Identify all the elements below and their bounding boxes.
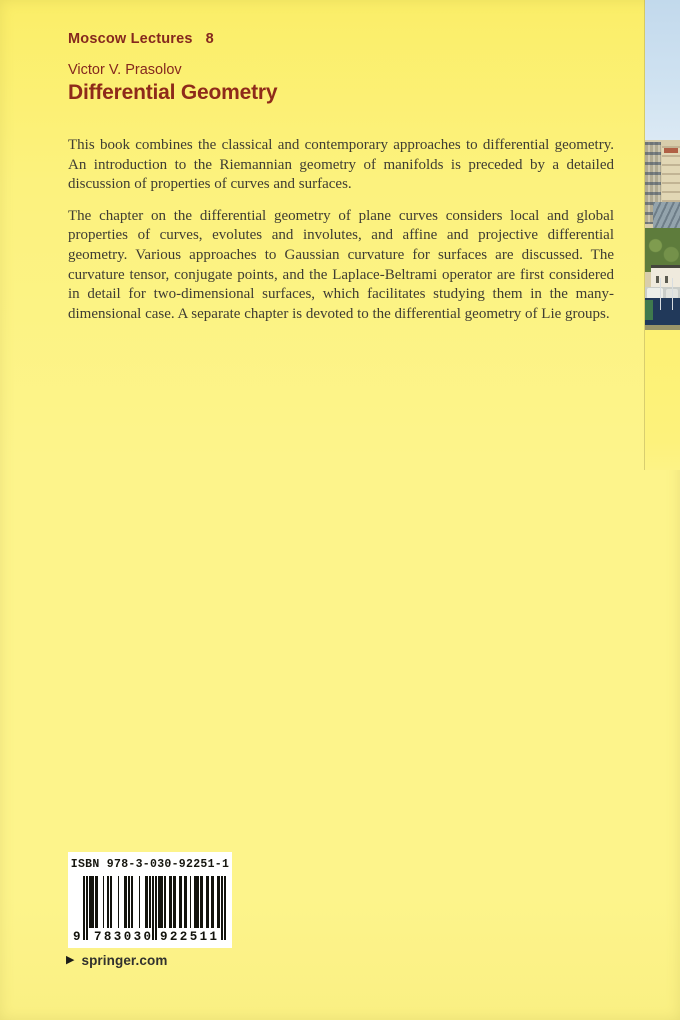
- publisher-url: springer.com: [81, 953, 168, 968]
- barcode-digits-right: 922511: [160, 930, 220, 944]
- green-sign-shape: [645, 300, 653, 320]
- front-cover-edge-strip: [644, 0, 680, 470]
- sky-photo-fragment: [645, 0, 680, 140]
- cover-edge-yellow-band: [645, 330, 680, 470]
- pavilion-shape: [651, 265, 680, 289]
- isbn-barcode: [68, 852, 232, 948]
- roof-accent-shape: [664, 148, 678, 153]
- book-description: [68, 136, 614, 336]
- isbn-label: ISBN 978-3-030-92251-1: [70, 858, 230, 871]
- series-line: [68, 31, 277, 47]
- series-label: Moscow Lectures: [68, 31, 193, 47]
- description-paragraph-2: The chapter on the differential geometry of plane curves considers local and global properties of curves, evolutes and involutes, and affine and projective differential geometry. Various approaches to Gaussian curvature for surfaces are discussed. The curvature tensor, conjugate points, and the Laplace-Beltrami operator are first considered in detail for two-dimensional surfaces, which facilitates studying them in the many-dimensional case. A separate chapter is devoted to the differential geometry of Lie groups.: [68, 207, 614, 322]
- barcode-digit-first: 9: [73, 930, 81, 944]
- lamp-pole-shape: [672, 278, 673, 310]
- city-photo-fragment: [645, 140, 680, 330]
- lamp-pole-shape: [660, 278, 661, 310]
- barcode-digits-left: 783030: [94, 930, 154, 944]
- series-number: 8: [205, 31, 214, 47]
- building-facade-shape: [662, 146, 680, 204]
- publisher-line: [66, 953, 167, 968]
- arrow-icon: ▶: [66, 954, 75, 966]
- cover-header: [68, 31, 277, 105]
- author-name: Victor V. Prasolov: [68, 62, 182, 78]
- description-paragraph-1: This book combines the classical and contemporary approaches to differential geometry. An introduction to the Riemannian geometry of manifolds is preceded by a detailed discussion of properties of curves and surfaces.: [68, 137, 614, 193]
- barcode-digits: [68, 930, 232, 946]
- book-title: Differential Geometry: [68, 81, 278, 104]
